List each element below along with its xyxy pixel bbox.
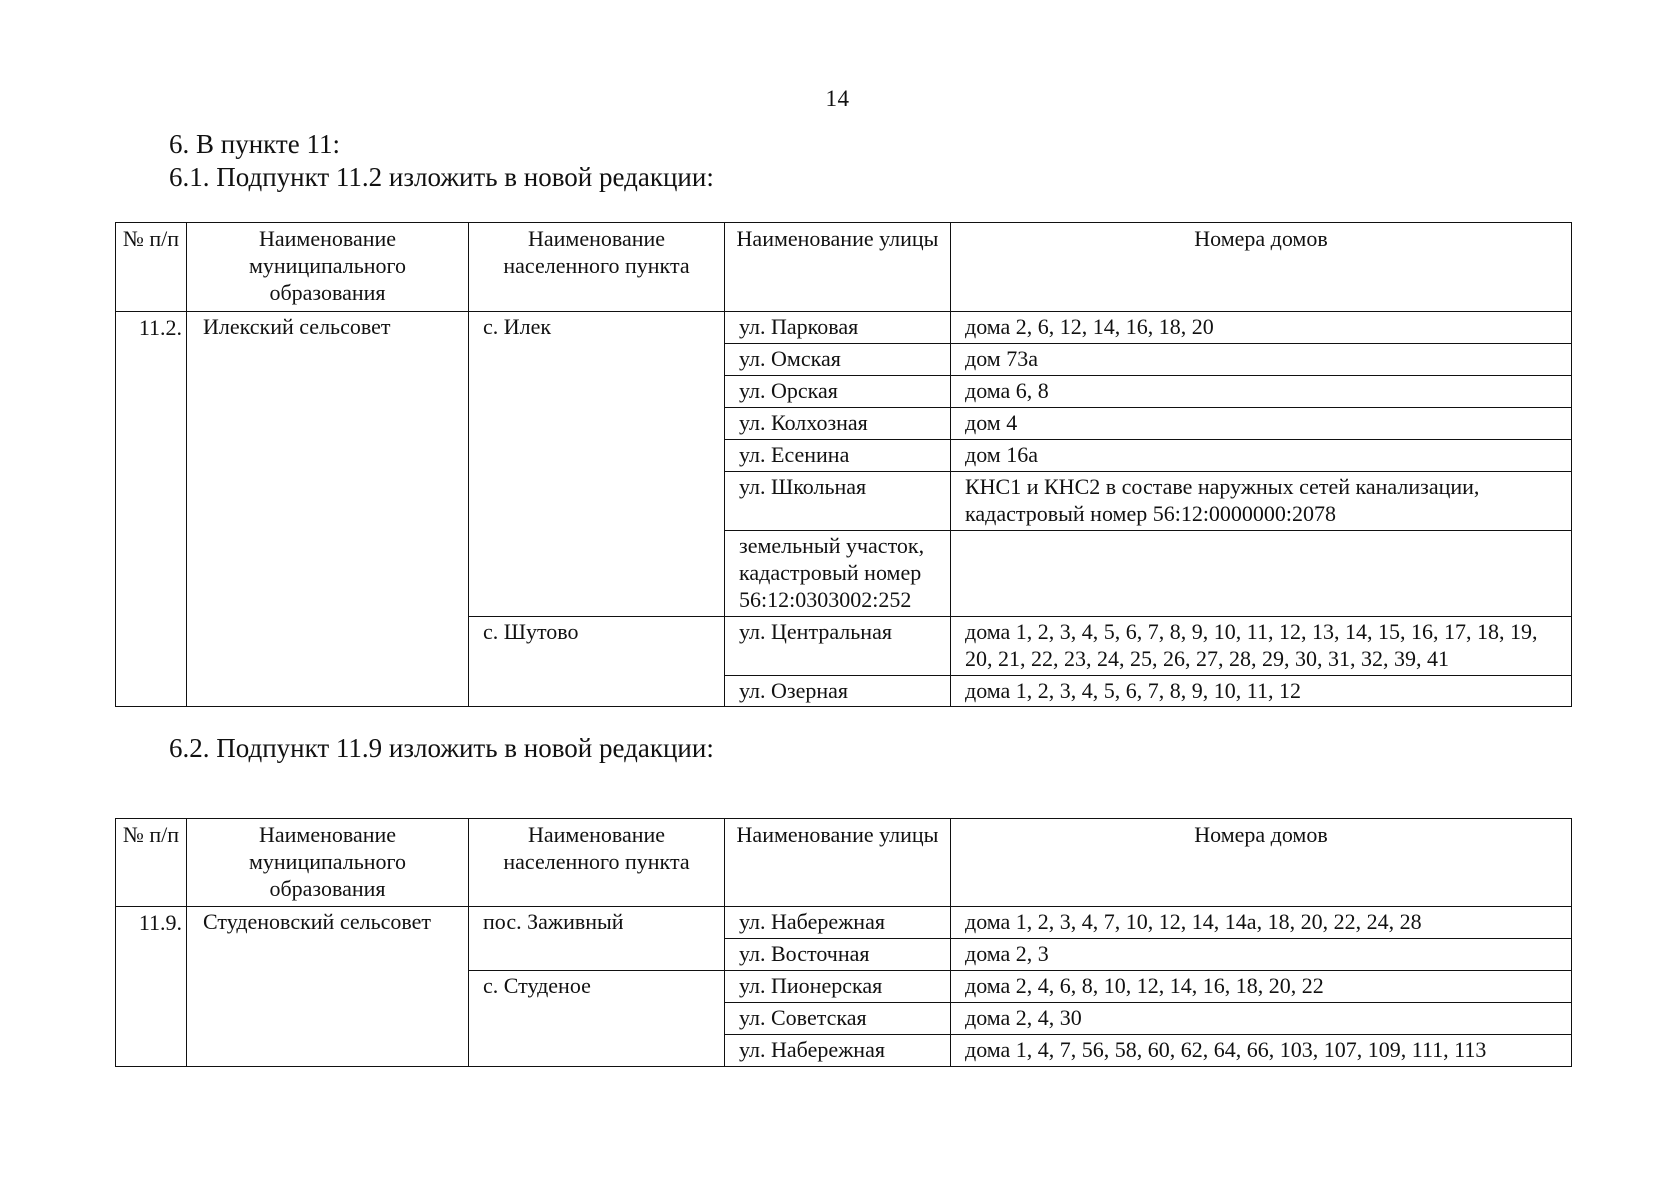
column-header-street: Наименование улицы: [725, 223, 951, 312]
column-header-number: № п/п: [116, 223, 187, 312]
column-header-municipality: Наименование муниципального образования: [187, 223, 469, 312]
houses-cell: КНС1 и КНС2 в составе наружных сетей канализации, кадастровый номер 56:12:0000000:2078: [951, 472, 1572, 531]
column-header-settlement: Наименование населенного пункта: [469, 223, 725, 312]
street-cell: ул. Советская: [725, 1003, 951, 1035]
houses-cell: [951, 531, 1572, 617]
houses-cell: дом 16а: [951, 440, 1572, 472]
houses-cell: дома 2, 4, 30: [951, 1003, 1572, 1035]
municipality-cell: Илекский сельсовет: [187, 312, 469, 707]
houses-cell: дом 73а: [951, 344, 1572, 376]
part2-table: [115, 818, 1572, 1067]
column-header-houses: Номера домов: [951, 223, 1572, 312]
street-cell: ул. Восточная: [725, 939, 951, 971]
street-cell: ул. Пионерская: [725, 971, 951, 1003]
houses-cell: дома 2, 3: [951, 939, 1572, 971]
column-header-number: № п/п: [116, 819, 187, 907]
street-cell: ул. Школьная: [725, 472, 951, 531]
municipality-cell: Студеновский сельсовет: [187, 907, 469, 1067]
table-row: [116, 907, 1572, 939]
table-row: [116, 312, 1572, 344]
column-header-houses: Номера домов: [951, 819, 1572, 907]
houses-cell: дома 2, 4, 6, 8, 10, 12, 14, 16, 18, 20, 22: [951, 971, 1572, 1003]
settlement-cell: с. Шутово: [469, 617, 725, 707]
houses-cell: дома 1, 4, 7, 56, 58, 60, 62, 64, 66, 103, 107, 109, 111, 113: [951, 1035, 1572, 1067]
section-title: 6. В пункте 11:: [169, 129, 340, 159]
page-number: 14: [825, 86, 850, 111]
column-header-municipality: Наименование муниципального образования: [187, 819, 469, 907]
part1-heading: 6.1. Подпункт 11.2 изложить в новой редакции:: [169, 162, 714, 192]
column-header-street: Наименование улицы: [725, 819, 951, 907]
houses-cell: дом 4: [951, 408, 1572, 440]
part1-table: [115, 222, 1572, 707]
part2-heading: 6.2. Подпункт 11.9 изложить в новой редакции:: [169, 733, 714, 763]
street-cell: ул. Орская: [725, 376, 951, 408]
street-cell: ул. Центральная: [725, 617, 951, 676]
row-number: 11.2.: [116, 312, 187, 707]
houses-cell: дома 1, 2, 3, 4, 7, 10, 12, 14, 14а, 18, 20, 22, 24, 28: [951, 907, 1572, 939]
houses-cell: дома 2, 6, 12, 14, 16, 18, 20: [951, 312, 1572, 344]
street-cell: ул. Омская: [725, 344, 951, 376]
table-header-row: [116, 223, 1572, 312]
houses-cell: дома 1, 2, 3, 4, 5, 6, 7, 8, 9, 10, 11, 12: [951, 676, 1572, 707]
settlement-cell: с. Студеное: [469, 971, 725, 1067]
street-cell: ул. Парковая: [725, 312, 951, 344]
street-cell: ул. Колхозная: [725, 408, 951, 440]
street-cell: ул. Набережная: [725, 907, 951, 939]
houses-cell: дома 6, 8: [951, 376, 1572, 408]
settlement-cell: с. Илек: [469, 312, 725, 617]
column-header-settlement: Наименование населенного пункта: [469, 819, 725, 907]
settlement-cell: пос. Заживный: [469, 907, 725, 971]
table-header-row: [116, 819, 1572, 907]
houses-cell: дома 1, 2, 3, 4, 5, 6, 7, 8, 9, 10, 11, 12, 13, 14, 15, 16, 17, 18, 19, 20, 21, 22, 23, 24, 25, 26, 27, 28, 29, 30, 31, 32, 39, 41: [951, 617, 1572, 676]
row-number: 11.9.: [116, 907, 187, 1067]
street-cell: ул. Есенина: [725, 440, 951, 472]
street-cell: земельный участок, кадастровый номер 56:12:0303002:252: [725, 531, 951, 617]
street-cell: ул. Озерная: [725, 676, 951, 707]
street-cell: ул. Набережная: [725, 1035, 951, 1067]
